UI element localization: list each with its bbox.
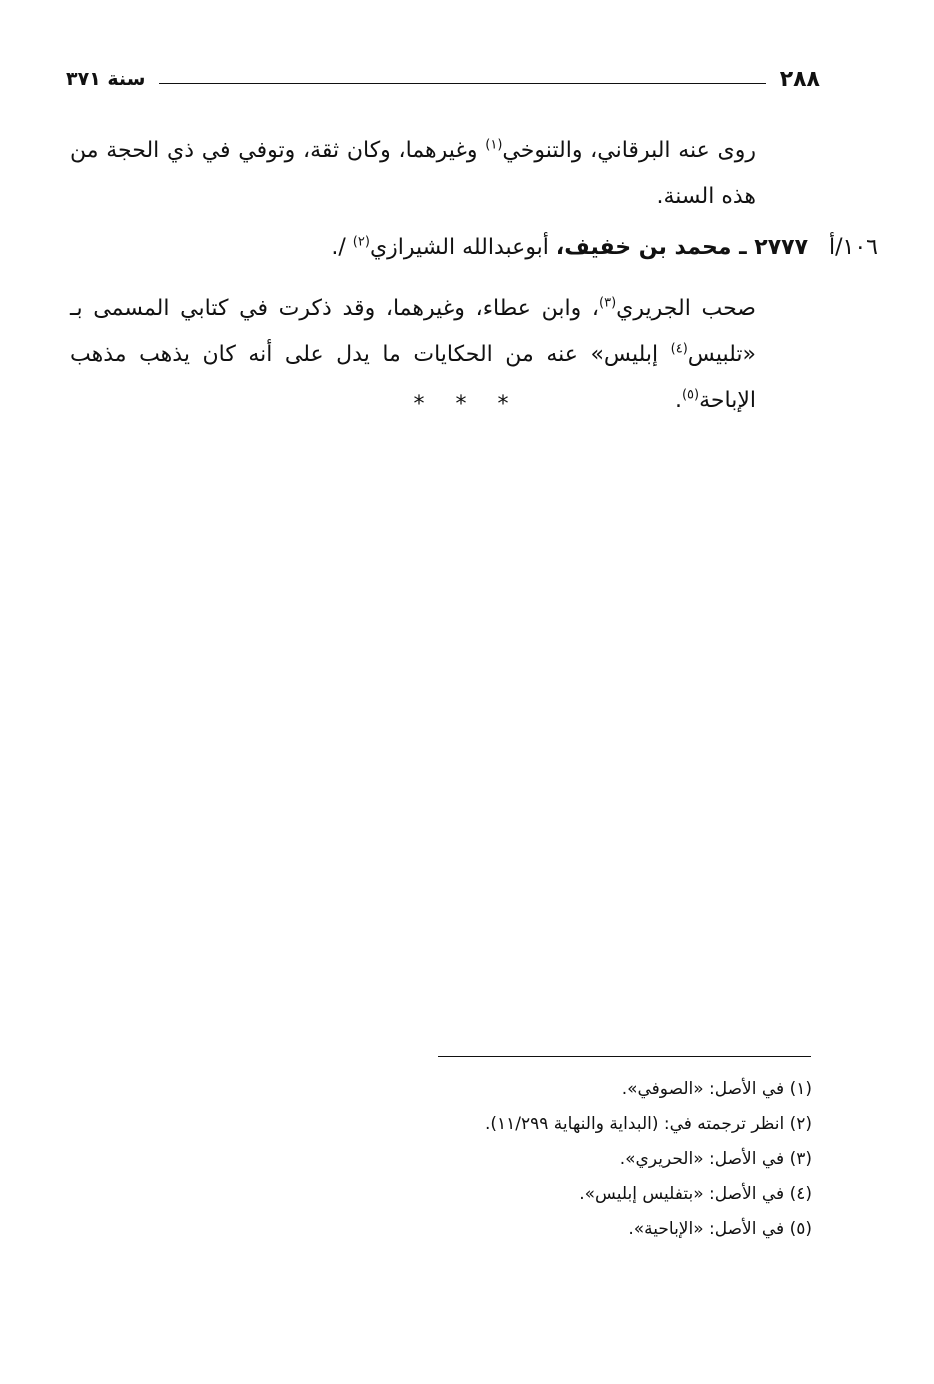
- footnotes: [252, 1072, 812, 1247]
- paragraph-1: [70, 128, 756, 220]
- entry-kunya: أبوعبدالله الشيرازي: [369, 235, 556, 260]
- page-number: ٢٨٨: [779, 66, 820, 92]
- biography-entry-heading: [70, 228, 878, 268]
- manuscript-folio-ref: ١٠٦/أ: [829, 235, 878, 260]
- paragraph-2-text-a: صحب الجريري: [616, 296, 756, 321]
- footnote-5: (٥) في الأصل: «الإباحية».: [628, 1219, 812, 1239]
- paragraph-2-text-c: إبليس» عنه من الحكايات ما يدل على أنه كان يذهب مذهب الإباحة: [70, 342, 756, 413]
- footnote-3: (٣) في الأصل: «الحريري».: [619, 1149, 812, 1169]
- paragraph-1-text-a: روى عنه البرقاني، والتنوخي: [502, 138, 756, 163]
- footnote-marker-3: (٣): [599, 295, 617, 311]
- footnote-2: (٢) انظر ترجمته في: (البداية والنهاية ١١/٢٩٩).: [484, 1114, 812, 1134]
- footnote-1: (١) في الأصل: «الصوفي».: [621, 1079, 812, 1099]
- entry-tail: /.: [331, 235, 353, 260]
- footnote-4: (٤) في الأصل: «بتفليس إبليس».: [579, 1184, 812, 1204]
- footnote-marker-4: (٤): [670, 341, 688, 357]
- footnote-rule: [438, 1056, 811, 1057]
- paragraph-2-text-b: ، وابن عطاء، وغيرهما، وقد ذكرت في كتابي المسمى بـ «تلبيس: [70, 296, 756, 367]
- section-divider-stars: * * *: [413, 392, 521, 417]
- footnote-marker-1: (١): [485, 137, 503, 153]
- footnote-marker-5: (٥): [681, 387, 700, 403]
- paragraph-1-text-b: وغيرهما، وكان ثقة، وتوفي في ذي الحجة من هذه السنة.: [70, 138, 756, 209]
- page-header: [66, 62, 820, 96]
- running-head: سنة ٣٧١: [66, 68, 146, 90]
- entry-name: محمد بن خفيف،: [555, 235, 740, 260]
- header-rule: [159, 83, 765, 84]
- footnote-marker-2: (٢): [352, 234, 370, 250]
- entry-number: ٢٧٧٧ ـ: [739, 235, 809, 260]
- paragraph-2-text-d: .: [674, 388, 682, 413]
